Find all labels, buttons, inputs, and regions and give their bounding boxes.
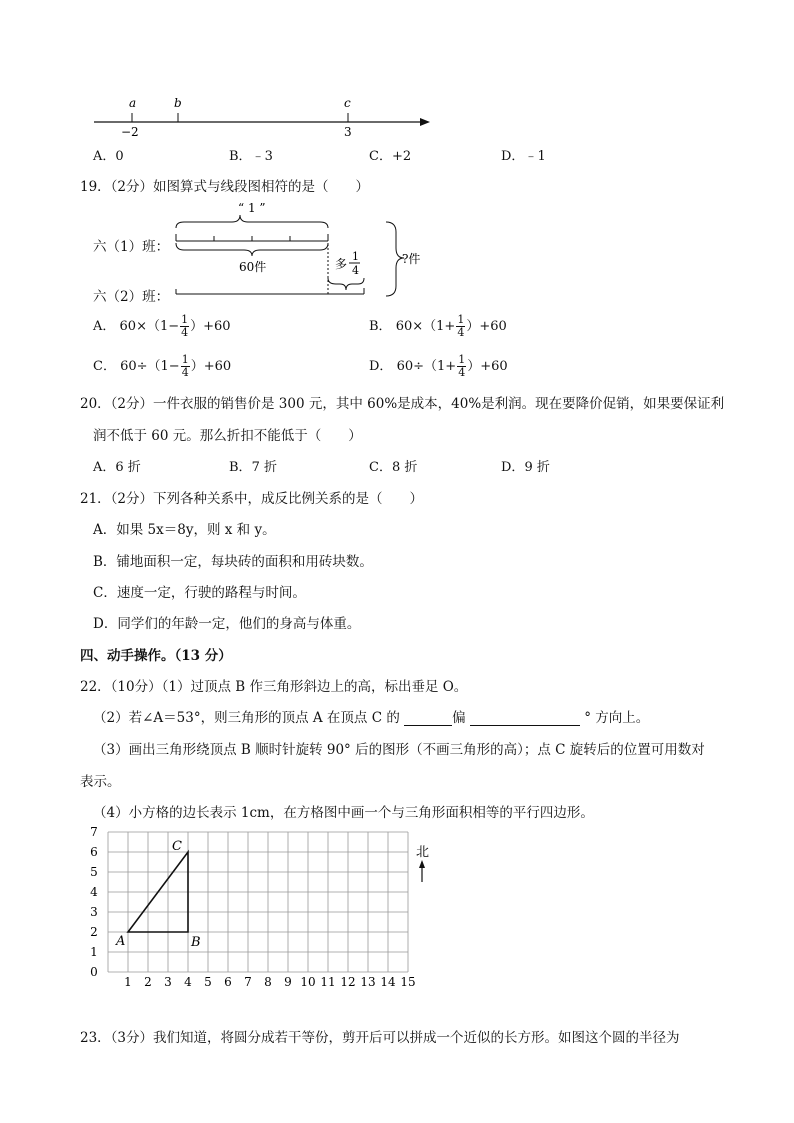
q19-option-d[interactable]: D． 60÷（1+ $\frac{1}{4}$ ）+60 bbox=[369, 353, 508, 379]
y-axis-label: 3 bbox=[90, 905, 98, 919]
q22-part3-line1: （3）画出三角形绕顶点 B 顺时针旋转 90° 后的图形（不画三角形的高）；点 C 旋转后的位置可用数对 bbox=[93, 742, 705, 758]
y-axis-label: 2 bbox=[90, 925, 98, 939]
q18-option-a[interactable]: A．0 bbox=[93, 149, 124, 164]
x-axis-label: 7 bbox=[244, 975, 252, 989]
y-axis-label: 1 bbox=[90, 945, 98, 959]
q20-option-b[interactable]: B．7 折 bbox=[229, 460, 277, 475]
q20-option-d[interactable]: D．9 折 bbox=[501, 460, 550, 475]
x-axis-label: 1 bbox=[124, 975, 132, 989]
y-axis-label: 4 bbox=[90, 885, 98, 899]
y-axis-label: 5 bbox=[90, 865, 98, 879]
q18-option-c[interactable]: C．+2 bbox=[369, 149, 412, 164]
q19-stem: 19．（2分）如图算式与线段图相符的是（ ） bbox=[80, 179, 370, 195]
x-axis-label: 15 bbox=[400, 975, 416, 989]
more-prefix: 多 bbox=[335, 257, 348, 271]
quote-one: “ 1 ” bbox=[238, 201, 266, 215]
x-axis-label: 14 bbox=[380, 975, 396, 989]
point-a-label: a bbox=[129, 96, 137, 110]
point-c-label: C bbox=[172, 839, 182, 854]
point-a-label: A bbox=[116, 934, 126, 949]
number-line bbox=[88, 92, 438, 140]
q21-option-b[interactable]: B．铺地面积一定，每块砖的面积和用砖块数。 bbox=[93, 554, 373, 570]
north-arrowhead-icon bbox=[419, 860, 425, 868]
q20-line1: 20．（2分）一件衣服的销售价是 300 元，其中 60%是成本，40%是利润。现在要降价促销，如果要保证利 bbox=[80, 396, 725, 412]
tick-3: 3 bbox=[344, 125, 352, 139]
q21-option-a[interactable]: A．如果 5x＝8y，则 x 和 y。 bbox=[93, 522, 276, 538]
x-axis-label: 5 bbox=[204, 975, 212, 989]
label-60-items: 60件 bbox=[239, 260, 267, 274]
q18-option-b[interactable]: B．﹣3 bbox=[229, 149, 273, 164]
x-axis-label: 13 bbox=[360, 975, 376, 989]
q21-stem: 21．（2分）下列各种关系中，成反比例关系的是（ ） bbox=[80, 491, 424, 507]
q22-part1: 22．（10分）（1）过顶点 B 作三角形斜边上的高，标出垂足 O。 bbox=[80, 679, 468, 695]
q23-line1: 23．（3分）我们知道，将圆分成若干等份，剪开后可以拼成一个近似的长方形。如图这个圆的半径为 bbox=[80, 1030, 680, 1046]
class2-label: 六（2）班： bbox=[93, 289, 170, 305]
angle-blank[interactable] bbox=[470, 711, 580, 726]
x-axis-label: 2 bbox=[144, 975, 152, 989]
section-heading: 四、动手操作。（13 分） bbox=[80, 648, 232, 664]
north-label: 北 bbox=[416, 845, 430, 860]
x-axis-label: 10 bbox=[300, 975, 316, 989]
q22-part4: （4）小方格的边长表示 1cm，在方格图中画一个与三角形面积相等的平行四边形。 bbox=[93, 805, 594, 821]
x-axis-label: 3 bbox=[164, 975, 172, 989]
y-axis-label: 7 bbox=[90, 825, 98, 839]
x-axis-label: 9 bbox=[284, 975, 292, 989]
x-axis-label: 11 bbox=[320, 975, 336, 989]
q22-part3-line2: 表示。 bbox=[80, 774, 121, 790]
x-axis-label: 4 bbox=[184, 975, 192, 989]
direction-blank[interactable] bbox=[404, 711, 452, 726]
q20-option-a[interactable]: A．6 折 bbox=[93, 460, 141, 475]
q18-option-d[interactable]: D．﹣1 bbox=[501, 149, 546, 164]
point-b-label: b bbox=[174, 96, 182, 110]
q20-line2: 润不低于 60 元。那么折扣不能低于（ ） bbox=[93, 428, 362, 444]
more-frac-den: 4 bbox=[352, 264, 359, 277]
class1-label: 六（1）班： bbox=[93, 239, 170, 255]
q21-option-d[interactable]: D．同学们的年龄一定，他们的身高与体重。 bbox=[93, 616, 361, 632]
point-b-label: B bbox=[191, 935, 201, 950]
x-axis-label: 6 bbox=[224, 975, 232, 989]
q20-option-c[interactable]: C．8 折 bbox=[369, 460, 418, 475]
y-axis-label: 6 bbox=[90, 845, 98, 859]
q19-option-a[interactable]: A． 60×（1− $\frac{1}{4}$ ）+60 bbox=[93, 313, 231, 339]
tick-minus2: −2 bbox=[121, 125, 139, 139]
x-axis-label: 8 bbox=[264, 975, 272, 989]
x-axis-label: 12 bbox=[340, 975, 356, 989]
point-c-label: c bbox=[344, 96, 351, 110]
q19-option-b[interactable]: B． 60×（1+ $\frac{1}{4}$ ）+60 bbox=[369, 313, 507, 339]
q22-part2: （2）若∠A＝53°，则三角形的顶点 A 在顶点 C 的 偏 ° 方向上。 bbox=[93, 710, 650, 726]
coordinate-grid bbox=[88, 822, 448, 992]
q21-option-c[interactable]: C．速度一定，行驶的路程与时间。 bbox=[93, 585, 306, 601]
more-frac-num: 1 bbox=[352, 250, 359, 263]
question-items: ?件 bbox=[402, 252, 421, 266]
q19-option-c[interactable]: C． 60÷（1− $\frac{1}{4}$ ）+60 bbox=[93, 353, 232, 379]
y-axis-label: 0 bbox=[90, 965, 98, 979]
